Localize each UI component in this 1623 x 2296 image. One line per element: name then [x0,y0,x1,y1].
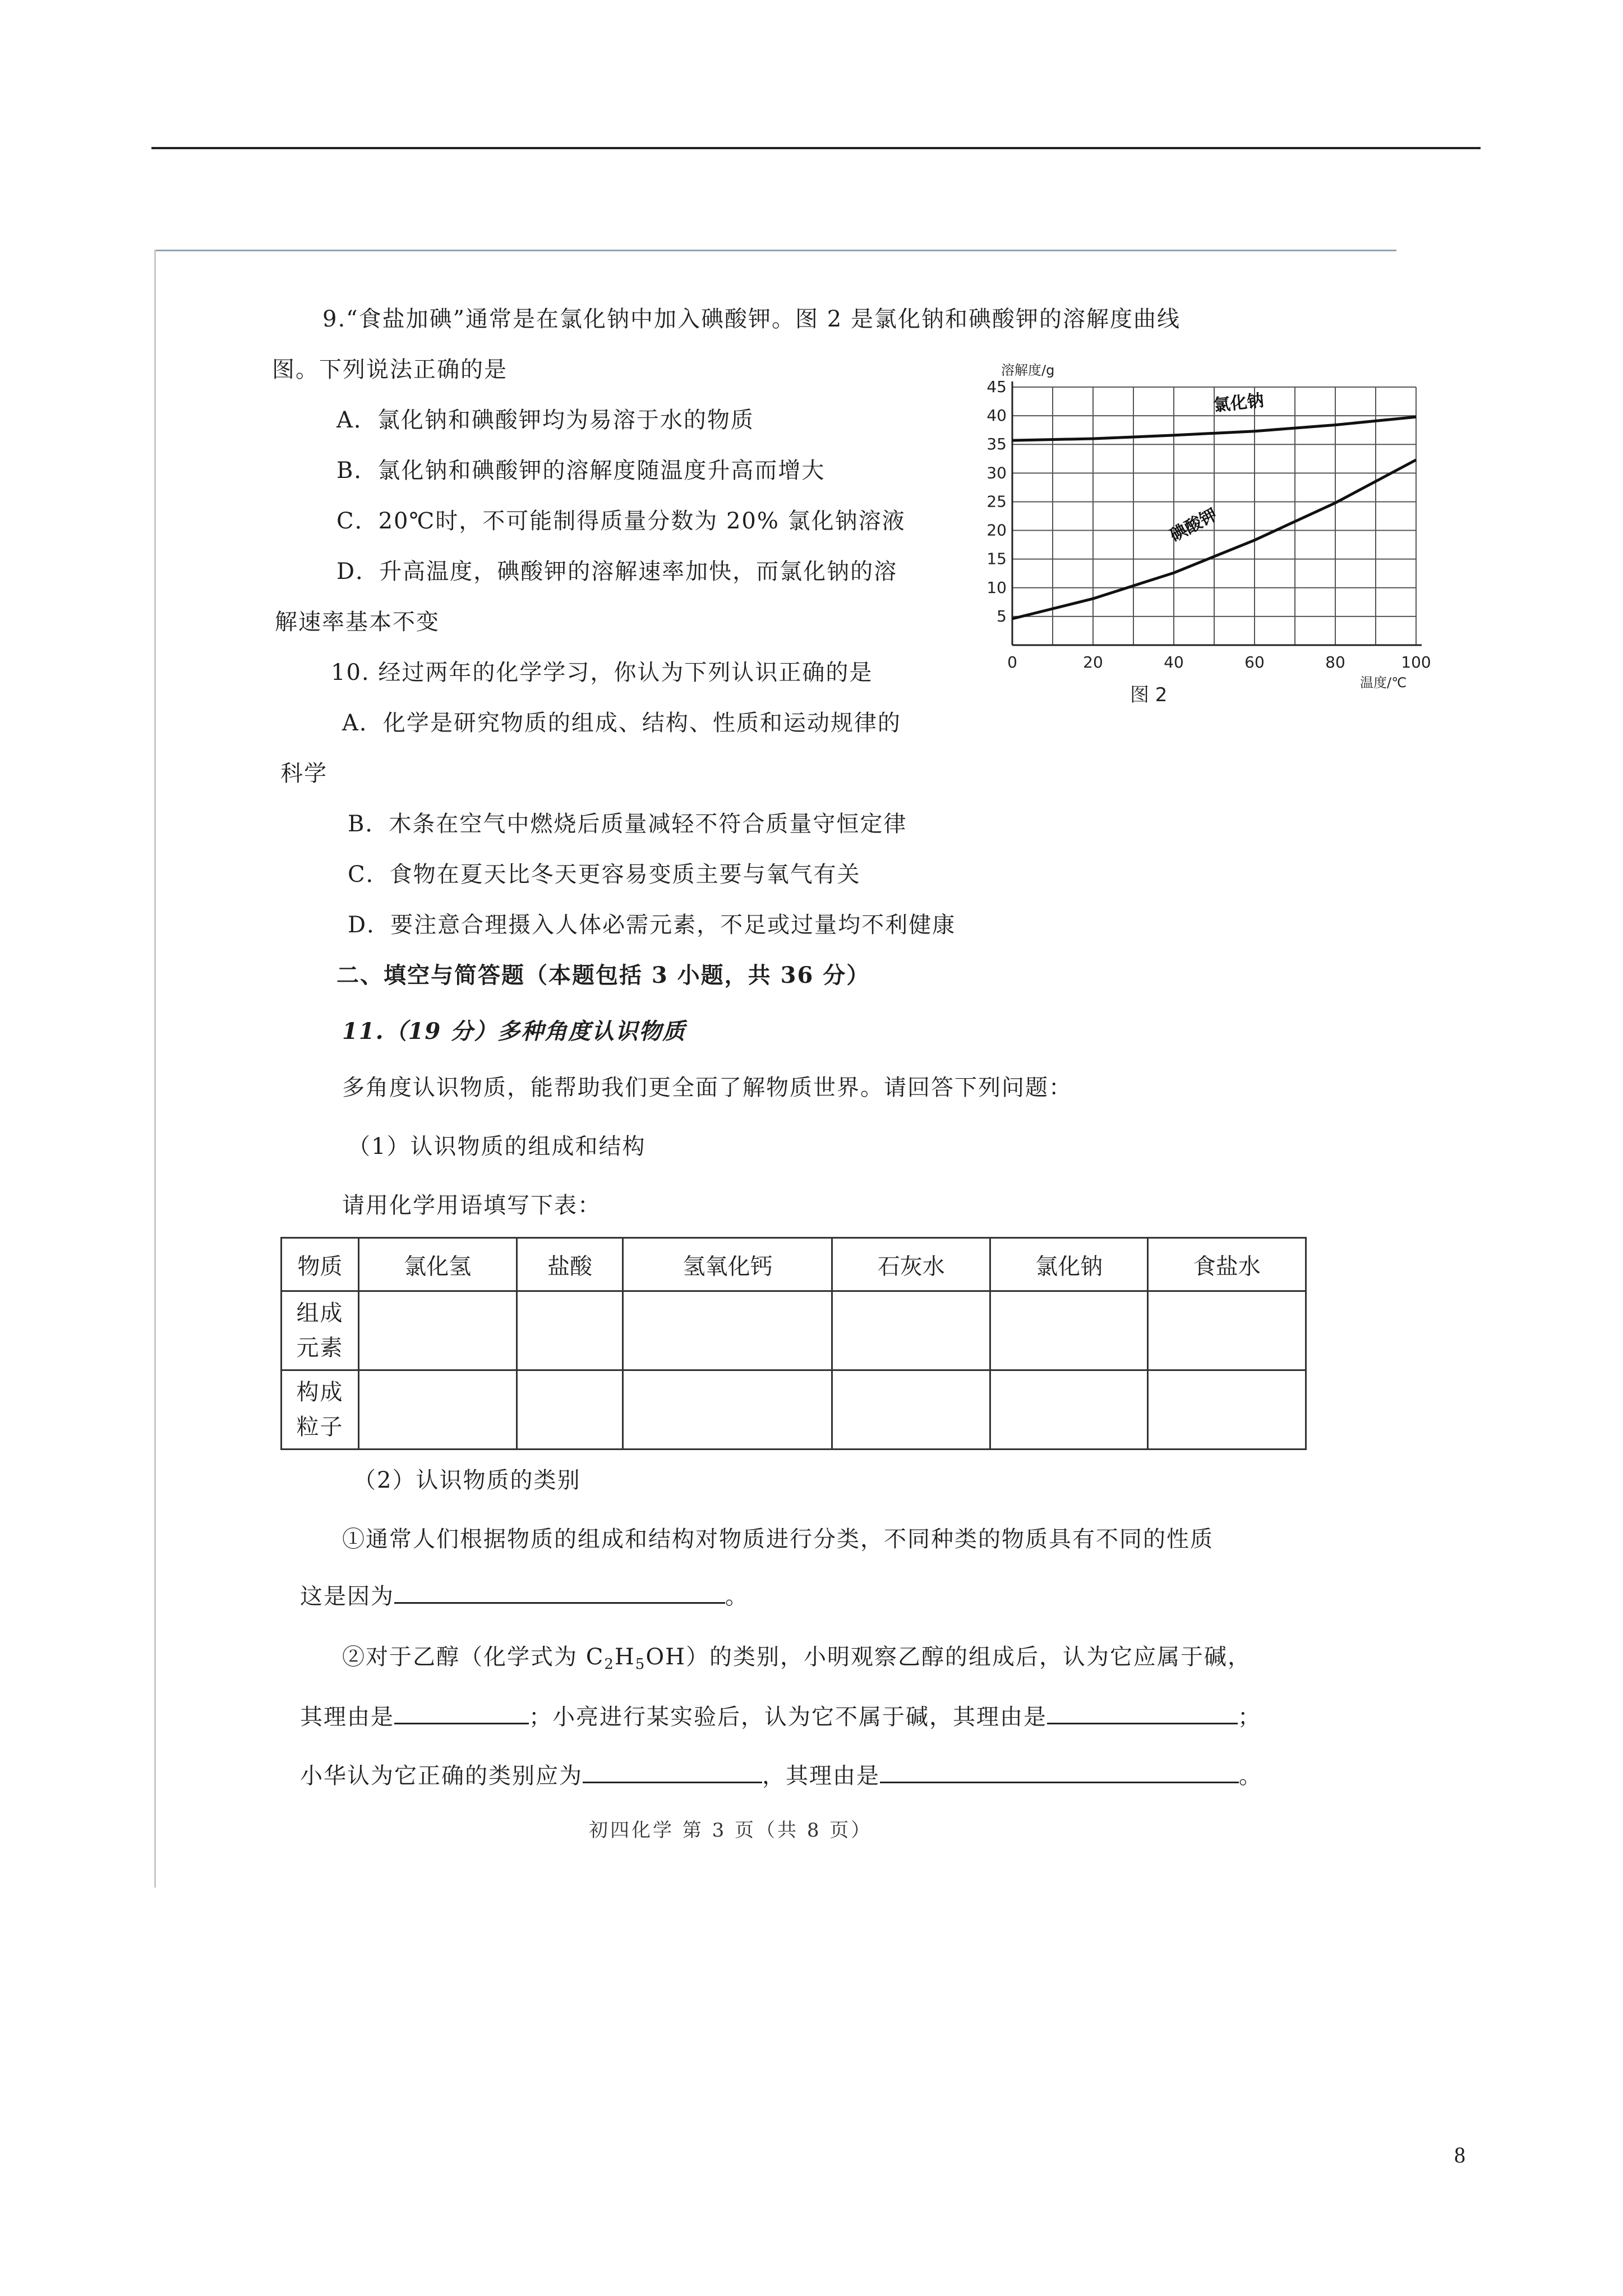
q11-p1-suffix: 。 [725,1584,749,1609]
row-head-text: 组成 [296,1300,344,1326]
table-row [282,1291,1306,1370]
q11-p2-line3 [300,1761,1262,1789]
series-label-sodium-chloride: 氯化钠 [1212,390,1265,416]
q11-p1-line2 [300,1582,749,1610]
answer-cell[interactable] [990,1291,1148,1370]
answer-cell[interactable] [623,1370,832,1450]
row-head-text: 构成 [296,1379,344,1405]
q10-stem: 10. 经过两年的化学学习，你认为下列认识正确的是 [331,660,873,685]
table-header-cell: 氯化钠 [990,1238,1148,1291]
row-head-composition [282,1291,359,1370]
x-tick-label: 40 [1164,653,1184,671]
answer-cell[interactable] [517,1291,623,1370]
row-head-text: 元素 [296,1335,344,1361]
q11-p2-text-a: ②对于乙醇（化学式为 C [342,1644,605,1670]
y-tick-label: 45 [986,378,1007,396]
q9-stem-line2: 图。下列说法正确的是 [272,357,508,383]
y-axis-title: 溶解度/g [1001,362,1055,378]
answer-cell[interactable] [623,1291,832,1370]
formula-h: H [614,1644,635,1670]
q9-option-c: C．20℃时，不可能制得质量分数为 20% 氯化钠溶液 [336,508,906,534]
x-tick-label: 0 [1007,653,1017,671]
y-tick-label: 15 [986,549,1007,568]
answer-blank[interactable] [1047,1703,1238,1724]
q11-p1-prefix: 这是因为 [300,1584,394,1609]
y-tick-label: 10 [986,578,1007,597]
table-header-cell: 氯化氢 [359,1238,517,1291]
header-rule [151,147,1481,149]
q11-part2-heading: （2）认识物质的类别 [353,1467,581,1493]
answer-cell[interactable] [832,1370,990,1450]
q11-p2-end: ； [1238,1704,1261,1730]
q11-p1-line1: ①通常人们根据物质的组成和结构对物质进行分类，不同种类的物质具有不同的性质 [342,1526,1214,1552]
chart-caption: 图 2 [1130,684,1168,706]
answer-blank[interactable] [394,1582,725,1604]
answer-cell[interactable] [359,1370,517,1450]
page-number: 8 [1454,2142,1465,2168]
x-tick-label: 80 [1325,653,1345,671]
answer-blank[interactable] [394,1703,529,1724]
solubility-chart [973,353,1444,715]
answer-cell[interactable] [1148,1370,1306,1450]
substance-table [280,1237,1307,1450]
y-tick-label: 40 [986,406,1007,425]
table-header-row [282,1238,1306,1291]
formula-subscript: 2 [604,1656,615,1673]
y-tick-label: 25 [986,492,1007,511]
q11-p2-text-b: OH）的类别，小明观察乙醇的组成后，认为它应属于碱， [645,1644,1251,1670]
q11-title: 11.（19 分）多种角度认识物质 [342,1018,686,1045]
x-axis-title: 温度/℃ [1360,675,1407,691]
q10-option-c: C．食物在夏天比冬天更容易变质主要与氧气有关 [348,862,861,887]
table-header-cell: 食盐水 [1148,1238,1306,1291]
page-footer: 初四化学 第 3 页（共 8 页） [589,1819,873,1842]
q10-option-b: B．木条在空气中燃烧后质量减轻不符合质量守恒定律 [348,811,907,837]
section-2-heading: 二、填空与简答题（本题包括 3 小题，共 36 分） [336,962,870,988]
table-header-cell: 石灰水 [832,1238,990,1291]
answer-cell[interactable] [517,1370,623,1450]
q11-p2-line1 [342,1644,1251,1678]
q10-option-a-line2: 科学 [280,761,328,786]
y-tick-label: 30 [986,463,1007,482]
q11-p2-line3-end: 。 [1239,1763,1262,1789]
q9-option-d-line1: D．升高温度，碘酸钾的溶解速率加快，而氯化钠的溶 [336,559,898,585]
q11-table-intro: 请用化学用语填写下表： [342,1193,601,1218]
answer-cell[interactable] [1148,1291,1306,1370]
q11-p2-mid: ；小亮进行某实验后，认为它不属于碱，其理由是 [529,1704,1047,1730]
solubility-chart-svg [973,353,1444,712]
x-tick-label: 20 [1083,653,1103,671]
y-tick-label: 35 [986,435,1007,454]
q11-intro: 多角度认识物质，能帮助我们更全面了解物质世界。请回答下列问题： [342,1075,1072,1101]
q9-stem-line1: 9.“食盐加碘”通常是在氯化钠中加入碘酸钾。图 2 是氯化钠和碘酸钾的溶解度曲线 [322,306,1181,332]
scan-left-edge [154,250,156,1888]
answer-cell[interactable] [832,1291,990,1370]
q10-option-d: D．要注意合理摄入人体必需元素，不足或过量均不利健康 [348,912,956,938]
q11-p2-line3-prefix: 小华认为它正确的类别应为 [300,1763,583,1789]
table-header-cell: 氢氧化钙 [623,1238,832,1291]
scan-top-edge [154,250,1396,251]
table-header-cell: 盐酸 [517,1238,623,1291]
formula-subscript: 5 [635,1656,646,1673]
q9-option-d-line2: 解速率基本不变 [275,609,440,635]
answer-cell[interactable] [990,1370,1148,1450]
row-head-particles [282,1370,359,1450]
q11-p2-line2 [300,1703,1261,1731]
row-head-text: 粒子 [296,1414,344,1440]
series-label-potassium-iodate: 碘酸钾 [1166,504,1221,546]
q10-option-a-line1: A．化学是研究物质的组成、结构、性质和运动规律的 [342,710,901,736]
q11-p2-line3-mid: ，其理由是 [762,1763,880,1789]
q11-p2-prefix: 其理由是 [300,1704,394,1730]
y-tick-label: 5 [997,606,1007,625]
q9-option-a: A．氯化钠和碘酸钾均为易溶于水的物质 [336,407,754,433]
table-header-cell: 物质 [282,1238,359,1291]
scanned-exam-page [154,250,1431,1888]
table-row [282,1370,1306,1450]
x-tick-label: 60 [1244,653,1265,671]
y-tick-label: 20 [986,521,1007,540]
answer-blank[interactable] [880,1761,1239,1783]
answer-cell[interactable] [359,1291,517,1370]
q9-option-b: B．氯化钠和碘酸钾的溶解度随温度升高而增大 [336,458,826,484]
x-tick-label: 100 [1401,653,1431,671]
answer-blank[interactable] [583,1761,762,1783]
q11-part1-heading: （1）认识物质的组成和结构 [348,1134,646,1159]
